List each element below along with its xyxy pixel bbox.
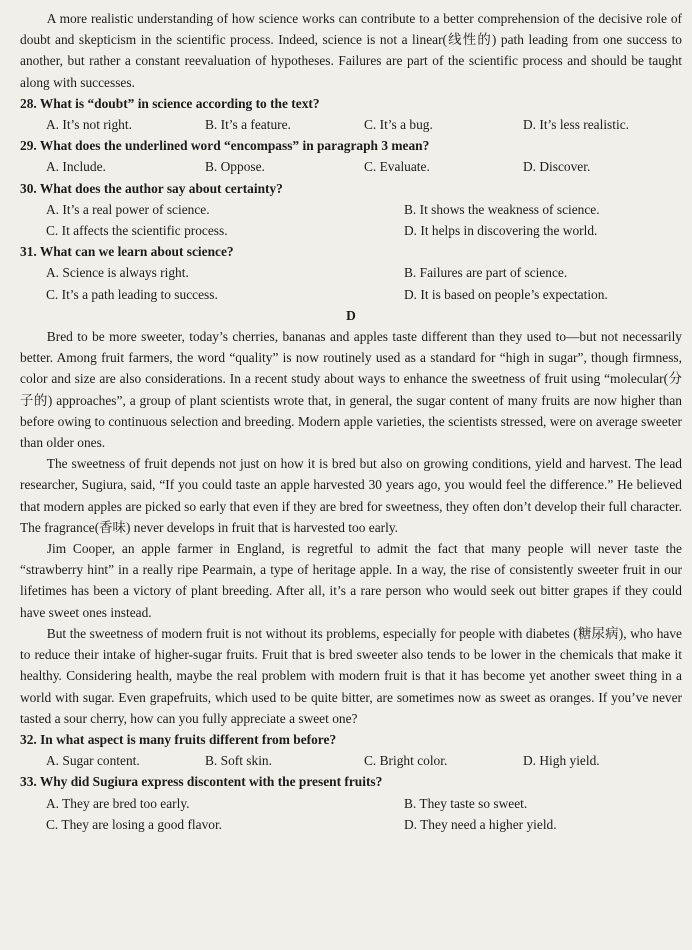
option-b: B. It shows the weakness of science. (404, 201, 600, 217)
question-stem: 29. What does the underlined word “encompass” in paragraph 3 mean? (20, 138, 430, 154)
option-b: B. It’s a feature. (205, 117, 291, 133)
question-stem: 32. In what aspect is many fruits different from before? (20, 731, 337, 747)
question-stem: 28. What is “doubt” in science according to the text? (20, 95, 320, 111)
option-d: D. Discover. (523, 159, 591, 175)
passage-d-paragraph-3: Jim Cooper, an apple farmer in England, is regretful to admit the fact that many people will never taste the “strawberry hint” in a really ripe Pearmain, a type of heritage apple. In a way, the rise of consistently sweeter fruit in our lifetimes has been a victory of plant breeding. After all, it’s a rare person who would seek out bitter grapes if they could have sweet ones instead. (20, 541, 682, 620)
question-stem: 31. What can we learn about science? (20, 244, 234, 260)
option-d: D. They need a higher yield. (404, 816, 557, 832)
questions-c (20, 93, 682, 305)
option-c: C. It’s a path leading to success. (46, 286, 218, 302)
option-a: A. Sugar content. (46, 753, 140, 769)
option-c: C. It’s a bug. (364, 117, 433, 133)
answer-options (20, 199, 682, 241)
passage-d-paragraph-4: But the sweetness of modern fruit is not without its problems, especially for people with diabetes (糖尿病), who have to reduce their intake of higher-sugar fruits. Fruit that is bred sweeter also tends to be lower in the chemicals that make it healthy. Considering health, maybe the real problem with modern fruit is that it has become yet another sweet thing in a world with sugar. Even grapefruits, which used to be quite bitter, are sometimes now as sweet as oranges. If you’ve never tasted a sour cherry, how can you fully appreciate a sweet one? (20, 625, 682, 726)
option-c: C. It affects the scientific process. (46, 223, 228, 239)
option-c: C. They are losing a good flavor. (46, 816, 223, 832)
option-c: C. Bright color. (364, 753, 448, 769)
question-stem: 30. What does the author say about certainty? (20, 180, 283, 196)
questions-d (20, 729, 682, 835)
question-30 (20, 178, 682, 242)
option-d: D. It’s less realistic. (523, 117, 629, 133)
answer-options (20, 262, 682, 304)
option-a: A. It’s a real power of science. (46, 201, 210, 217)
passage-d (20, 326, 682, 729)
option-a: A. Include. (46, 159, 106, 175)
option-a: A. Science is always right. (46, 265, 189, 281)
passage-d-paragraph-1: Bred to be more sweeter, today’s cherries, bananas and apples taste different than they used to—but not necessarily better. Among fruit farmers, the word “quality” is now routinely used as a standard for “high in sugar”, though firmness, color and size are also considerations. In a recent study about ways to enhance the sweetness of fruit using “molecular(分子的) approaches”, a group of plant scientists wrote that, in general, the sugar content of many fruits are now higher than before owing to continuous selection and breeding. Modern apple varieties, the scientists stressed, were on average sweeter than older ones. (20, 329, 682, 451)
question-33 (20, 771, 682, 835)
option-c: C. Evaluate. (364, 159, 430, 175)
option-b: B. They taste so sweet. (404, 795, 528, 811)
option-b: B. Soft skin. (205, 753, 272, 769)
question-29 (20, 135, 682, 177)
option-a: A. It’s not right. (46, 117, 132, 133)
question-stem: 33. Why did Sugiura express discontent with the present fruits? (20, 774, 383, 790)
option-d: D. It is based on people’s expectation. (404, 286, 608, 302)
answer-options (20, 793, 682, 835)
section-d-title: D (346, 307, 356, 323)
option-a: A. They are bred too early. (46, 795, 190, 811)
answer-options (20, 114, 682, 135)
option-d: D. High yield. (523, 753, 600, 769)
question-28 (20, 93, 682, 135)
question-32 (20, 729, 682, 771)
question-31 (20, 241, 682, 305)
option-d: D. It helps in discovering the world. (404, 223, 598, 239)
passage-c-tail: A more realistic understanding of how science works can contribute to a better comprehension of the decisive role of doubt and skepticism in the scientific process. Indeed, science is not a linear(线性的) path leading from one success to another, but rather a constant reevaluation of hypotheses. Failures are part of the scientific process and should be taught along with successes. (20, 11, 682, 90)
answer-options (20, 156, 682, 177)
option-b: B. Oppose. (205, 159, 265, 175)
option-b: B. Failures are part of science. (404, 265, 568, 281)
answer-options (20, 750, 682, 771)
passage-d-paragraph-2: The sweetness of fruit depends not just on how it is bred but also on growing conditions, yield and harvest. The lead researcher, Sugiura, said, “If you could taste an apple harvested 30 years ago, you would feel the difference.” He believed that modern apples are picked so early that even if they are bred for sweetness, they often don’t develop their full character. The fragrance(香味) never develops in fruit that is harvested too early. (20, 456, 682, 535)
